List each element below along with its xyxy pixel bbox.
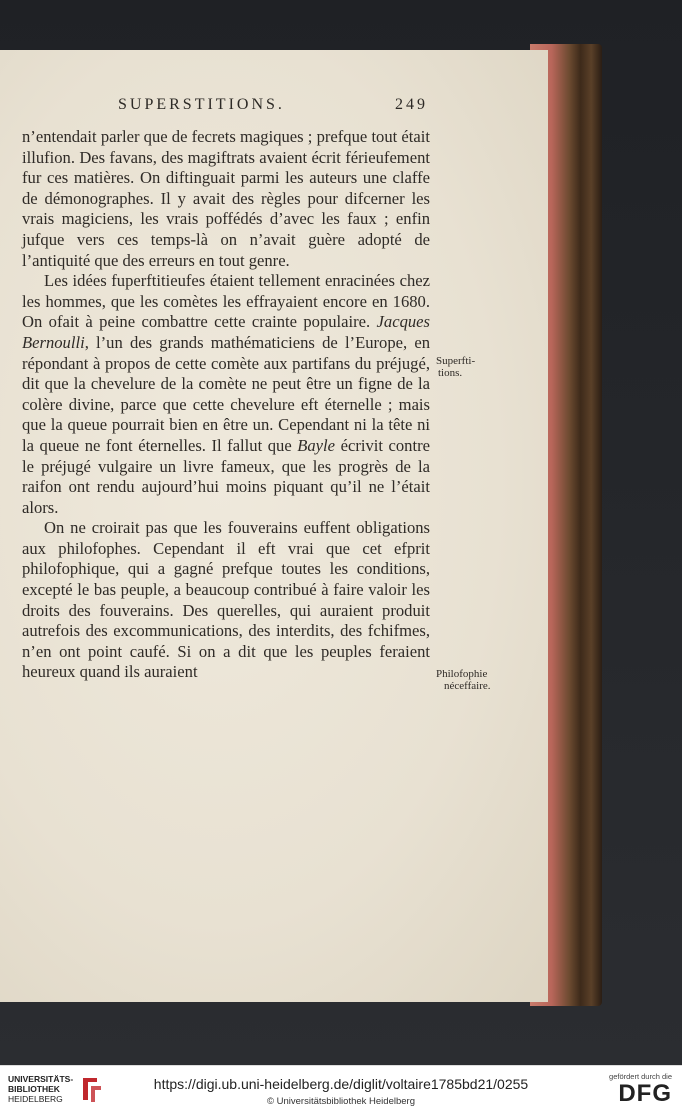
paragraph-3: On ne croirait pas que les fouverains euffent obligations aux philofophes. Cependant il eft vrai que cet efprit philofophique, qui a gagné prefque toutes les conditions, excepté le bas peuple, a beaucoup contribué à faire valoir les droits des fouverains. Des querelles, qui auraient produit autrefois des excommunications, des interdits, des fchifmes, n’en ont point caufé. Si on a dit que les peuples feraient heureux quand ils auraient xyxy=(22,518,430,682)
dfg-logo-text: DFG xyxy=(618,1080,672,1107)
paragraph-2-cont: l’un des grands mathématiciens de l’Europe, en répondant à propos de cette comète aux partifans du préjugé, dit que la chevelure de la comète ne peut être un figne de la colère divine, parce que cette chevelure eft éternelle ; mais que la queue pourrait bien en être un. Cependant ni la tête ni la queue ne font éternelles. Il fallut que xyxy=(22,332,431,455)
copyright-notice: © Universitätsbibliothek Heidelberg xyxy=(267,1096,415,1107)
margin-note-line: néceffaire. xyxy=(444,680,491,692)
library-line-3: HEIDELBERG xyxy=(8,1094,63,1104)
paragraph-2-end: écrivit contre le préjugé vulgaire un livre fameux, que les progrès de la raifon ont rendu aujourd’hui moins piquant qu’il ne l’était alors. xyxy=(22,435,430,517)
margin-note-line: Superfti- xyxy=(436,355,476,367)
library-line-1: UNIVERSITÄTS- xyxy=(8,1074,74,1084)
funder-logo[interactable] xyxy=(609,1072,672,1107)
margin-note-line: tions. xyxy=(438,367,463,379)
body-text xyxy=(22,127,430,683)
library-line-2: BIBLIOTHEK xyxy=(8,1084,60,1094)
margin-note-superstitions xyxy=(436,355,475,379)
italic-name-bayle: Bayle xyxy=(297,435,336,455)
funded-by-label: gefördert durch die xyxy=(609,1072,672,1081)
paragraph-2-text: Les idées fuperftitieufes étaient tellement enracinées chez les hommes, que les comètes les effrayaient encore en 1680. On ofait à peine combattre cette crainte populaire. xyxy=(22,271,430,332)
page-number: 249 xyxy=(395,96,428,113)
running-head xyxy=(118,96,428,114)
paragraph-2: Les idées fuperftitieufes étaient tellement enracinées chez les hommes, que les comètes les effrayaient encore en 1680. On ofait à peine combattre cette crainte populaire. Jacques Bernoulli, l’un des grands mathématiciens de l’Europe, en répondant à propos de cette comète aux partifans du préjugé, dit que la chevelure de la comète ne peut être un figne de la colère divine, parce que cette chevelure eft éternelle ; mais que la queue pourrait bien en être un. Cependant ni la tête ni la queue ne font éternelles. Il fallut que Bayle écrivit contre le préjugé vulgaire un livre fameux, que les progrès de la raifon ont rendu aujourd’hui moins piquant qu’il ne l’était alors. xyxy=(22,271,431,517)
permalink-url[interactable]: https://digi.ub.uni-heidelberg.de/diglit/voltaire1785bd21/0255 xyxy=(153,1076,529,1092)
running-title: SUPERSTITIONS. xyxy=(118,96,285,113)
viewer-footer xyxy=(0,1065,682,1116)
margin-note-philosophie xyxy=(436,668,491,692)
margin-note-line: Philofophie xyxy=(436,668,488,680)
paragraph-1: n’entendait parler que de fecrets magiques ; prefque tout était illufion. Des favans, des magiftrats avaient écrit férieufement fur ces matières. On diftinguait parmi les auteurs une claffe de démonographes. Il y avait des règles pour difcerner les vrais magiciens, les vrais poffédés d’avec les faux ; enfin jufque vers ces temps-là on n’avait guère adopté de l’antiquité que des erreurs en tout genre. xyxy=(22,127,430,270)
italic-name-bernoulli: Jacques Bernoulli xyxy=(22,312,430,352)
